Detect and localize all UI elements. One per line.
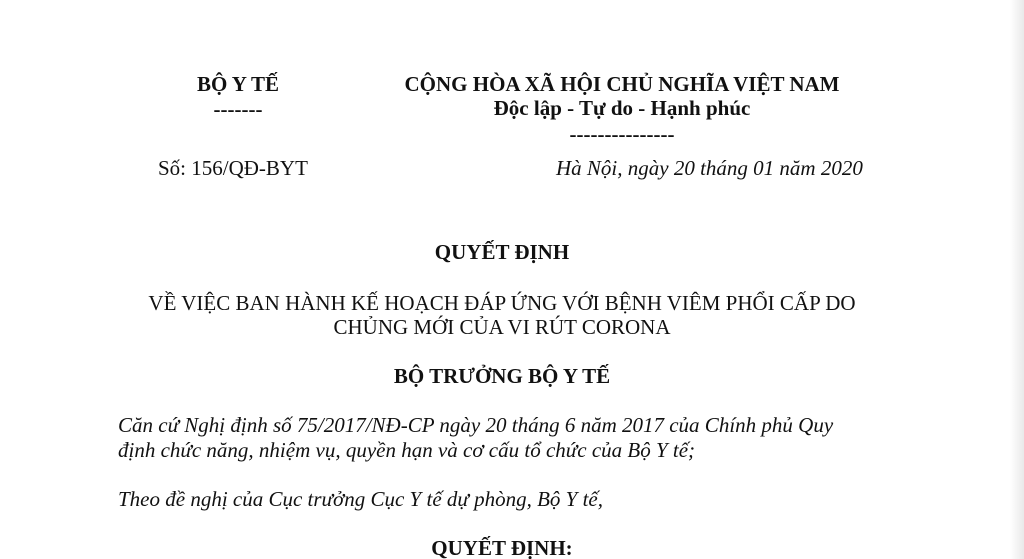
motto-rule: --------------- — [569, 122, 675, 146]
place-and-date: Hà Nội, ngày 20 tháng 01 năm 2020 — [556, 156, 863, 180]
document-type: QUYẾT ĐỊNH — [434, 240, 570, 264]
page-edge-shadow — [1010, 0, 1024, 559]
nation-title: CỘNG HÒA XÃ HỘI CHỦ NGHĨA VIỆT NAM — [404, 72, 840, 96]
issuing-agency: BỘ Y TẾ — [196, 72, 280, 96]
document-number: Số: 156/QĐ-BYT — [158, 156, 308, 180]
issuing-authority: BỘ TRƯỞNG BỘ Y TẾ — [393, 364, 611, 388]
agency-rule: ------- — [213, 97, 263, 121]
subject-line-1: VỀ VIỆC BAN HÀNH KẾ HOẠCH ĐÁP ỨNG VỚI BỆNH VIÊM PHỔI CẤP DO — [148, 291, 856, 315]
national-motto: Độc lập - Tự do - Hạnh phúc — [493, 96, 751, 120]
legal-basis-line-1: Căn cứ Nghị định số 75/2017/NĐ-CP ngày 20 tháng 6 năm 2017 của Chính phủ Quy — [118, 413, 834, 437]
proposal-basis: Theo đề nghị của Cục trưởng Cục Y tế dự phòng, Bộ Y tế, — [118, 487, 603, 511]
subject-line-2: CHỦNG MỚI CỦA VI RÚT CORONA — [333, 315, 671, 339]
legal-basis-line-2: định chức năng, nhiệm vụ, quyền hạn và cơ cấu tổ chức của Bộ Y tế; — [118, 438, 696, 462]
decision-heading: QUYẾT ĐỊNH: — [431, 536, 573, 559]
